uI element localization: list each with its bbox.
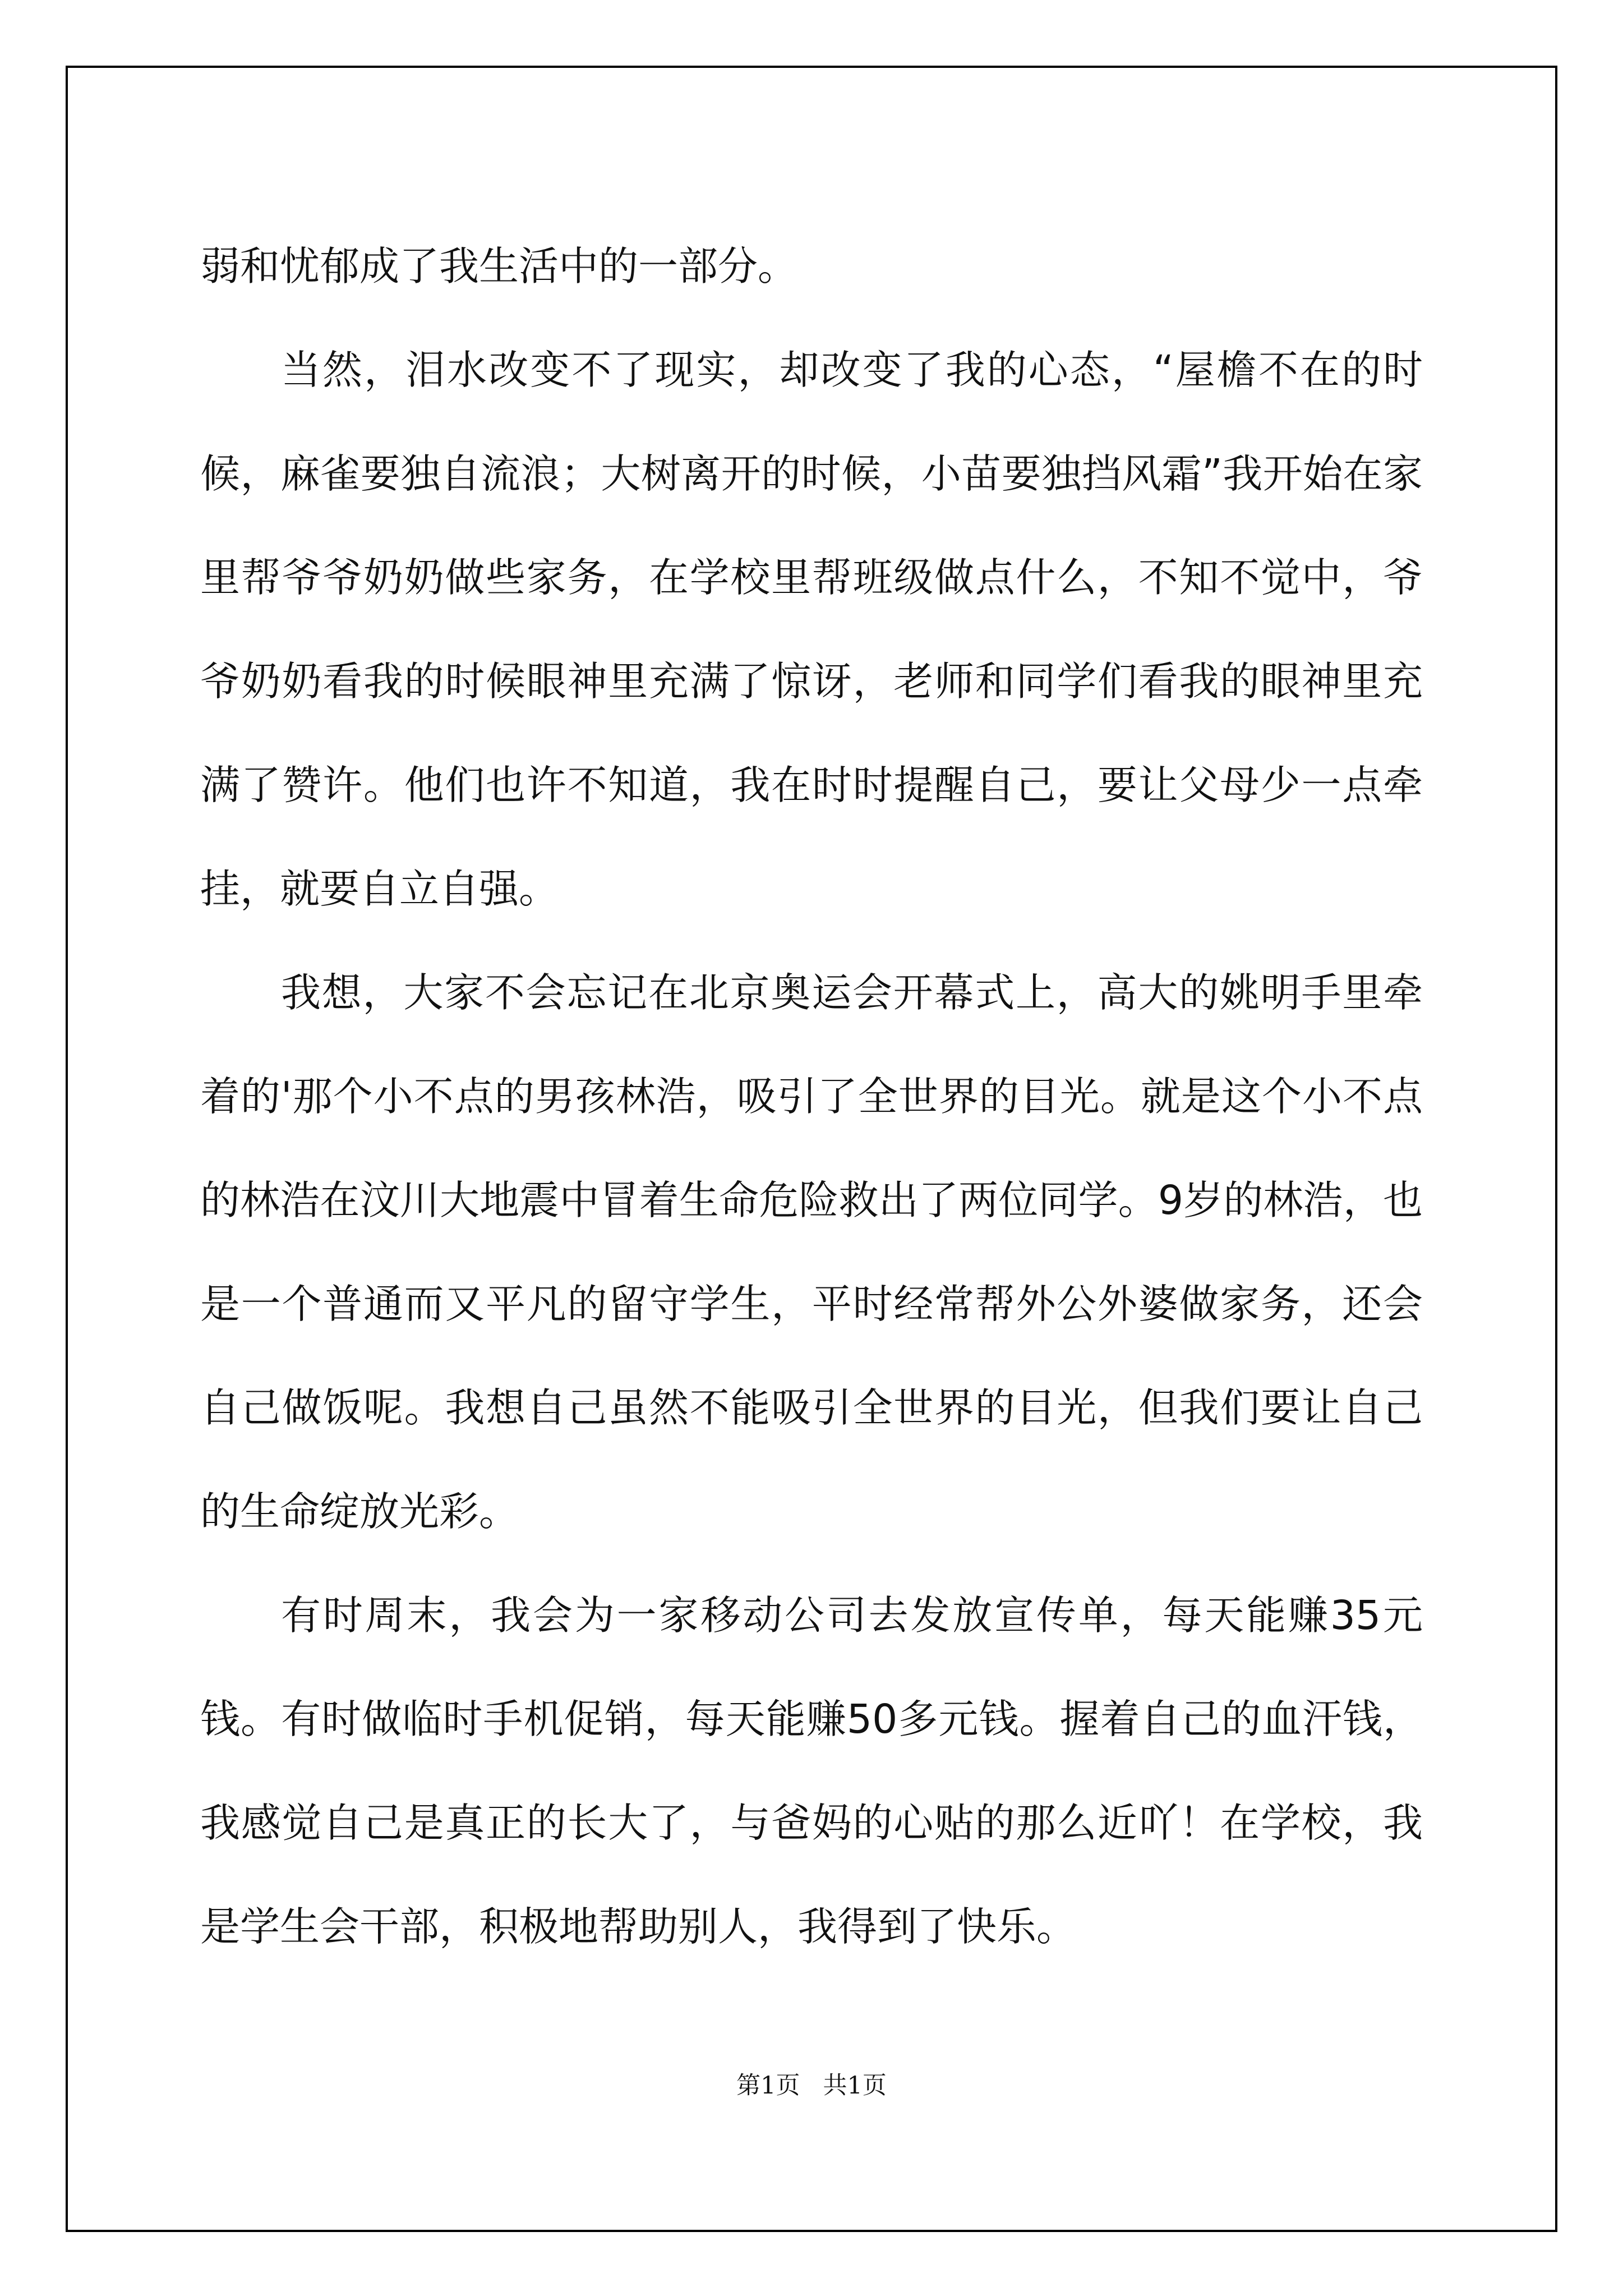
- document-body: [200, 214, 1423, 1978]
- paragraph-4: 有时周末，我会为一家移动公司去发放宣传单，每天能赚35元钱。有时做临时手机促销，每天能赚50多元钱。握着自己的血汗钱，我感觉自己是真正的长大了，与爸妈的心贴的那么近吖！在学校，我是学生会干部，积极地帮助别人，我得到了快乐。: [200, 1592, 1423, 1950]
- paragraph-1: 弱和忧郁成了我生活中的一部分。: [200, 243, 798, 289]
- page-footer: 第1页 共1页: [736, 2072, 887, 2100]
- paragraph-3: 我想，大家不会忘记在北京奥运会开幕式上，高大的姚明手里牵着的'那个小不点的男孩林浩，吸引了全世界的目光。就是这个小不点的林浩在汶川大地震中冒着生命危险救出了两位同学。9岁的林浩，也是一个普通而又平凡的留守学生，平时经常帮外公外婆做家务，还会自己做饭呢。我想自己虽然不能吸引全世界的目光，但我们要让自己的生命绽放光彩。: [200, 969, 1423, 1535]
- paragraph-2: 当然，泪水改变不了现实，却改变了我的心态，“屋檐不在的时候，麻雀要独自流浪；大树离开的时候，小苗要独挡风霜”我开始在家里帮爷爷奶奶做些家务，在学校里帮班级做点什么，不知不觉中，爷爷奶奶看我的时候眼神里充满了惊讶，老师和同学们看我的眼神里充满了赞许。他们也许不知道，我在时时提醒自己，要让父母少一点牵挂，就要自立自强。: [200, 347, 1423, 912]
